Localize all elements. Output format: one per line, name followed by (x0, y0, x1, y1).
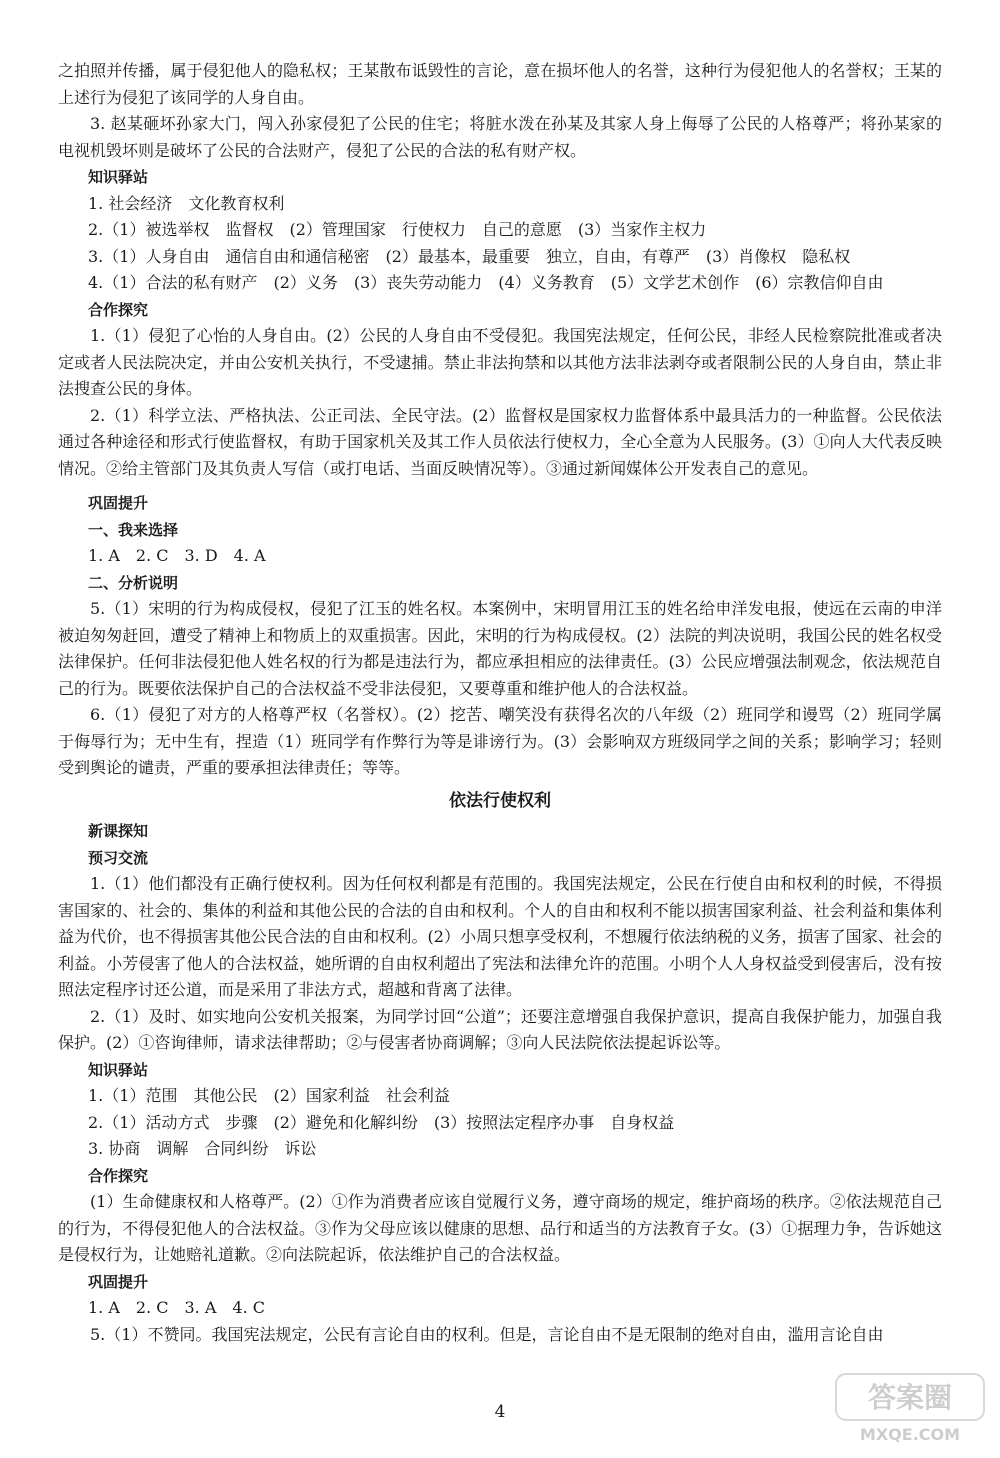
answer-line: 1. 社会经济 文化教育权利 (88, 193, 285, 213)
paragraph: 1.（1）他们都没有正确行使权利。因为任何权利都是有范围的。我国宪法规定，公民在行使自由和权利的时候，不得损害国家的、社会的、集体的利益和其他公民的合法的自由和权利。个人的自由和权利不能以损害国家利益、社会利益和集体利益为代价，也不得损害其他公民合法的自由和权利。(2）小周只想享受权利，不想履行依法纳税的义务，损害了国家、社会的利益。小芳侵害了他人的合法权益，她所谓的自由权利超出了宪法和法律允许的范围。小明个人人身权益受到侵害后，没有按照法定程序讨还公道，而是采用了非法方式，超越和背离了法律。 (58, 874, 942, 999)
section-heading: 巩固提升 (88, 1272, 149, 1291)
watermark-url: MXQE.COM (859, 1425, 961, 1444)
paragraph: 2.（1）及时、如实地向公安机关报案，为同学讨回“公道”；还要注意增强自我保护意识，提高自我保护能力，加强自我保护。(2）①咨询律师，请求法律帮助；②与侵害者协商调解；③向人民法院依法提起诉讼等。 (58, 1006, 942, 1052)
section-heading: 新课探知 (88, 822, 149, 840)
section-heading: 巩固提升 (88, 494, 149, 512)
paragraph: 5.（1）不赞同。我国宪法规定，公民有言论自由的权利。但是，言论自由不是无限制的绝对自由，滥用言论自由 (90, 1324, 884, 1344)
answer-line: 3.（1）人身自由 通信自由和通信秘密 (2）最基本，最重要 独立，自由，有尊严 (3）肖像权 隐私权 (88, 246, 851, 266)
section-heading: 知识驿站 (88, 168, 149, 186)
section-heading: 知识驿站 (88, 1060, 149, 1079)
paragraph: 6.（1）侵犯了对方的人格尊严权（名誉权）。(2）挖苦、嘲笑没有获得名次的八年级（2）班同学和谩骂（2）班同学属于侮辱行为；无中生有，捏造（1）班同学有作弊行为等是诽谤行为。(3）会影响双方班级同学之间的关系；影响学习；轻则受到舆论的谴责，严重的要承担法律责任；等等。 (58, 705, 942, 777)
answer-line: 2.（1）活动方式 步骤 (2）避免和化解纠纷 (3）按照法定程序办事 自身权益 (88, 1112, 675, 1132)
answer-line: 4.（1）合法的私有财产 (2）义务 (3）丧失劳动能力 (4）义务教育 (5）文学艺术创作 (6）宗教信仰自由 (88, 273, 884, 292)
section-heading: 合作探究 (88, 1166, 149, 1185)
watermark-logo (834, 1372, 986, 1446)
subsection-heading: 预习交流 (88, 848, 149, 867)
watermark-text: 答案圈 (867, 1381, 953, 1414)
page-number: 4 (494, 1402, 506, 1422)
paragraph: 3. 赵某砸坏孙家大门，闯入孙家侵犯了公民的住宅；将脏水泼在孙某及其家人身上侮辱了公民的人格尊严；将孙某家的电视机毁坏则是破坏了公民的合法财产，侵犯了公民的合法的私有财产权。 (58, 114, 942, 160)
answer-line: 2.（1）被选举权 监督权 (2）管理国家 行使权力 自己的意愿 (3）当家作主权力 (88, 220, 707, 239)
answer-line: 1. A 2. C 3. D 4. A (88, 546, 266, 565)
subsection-heading: 二、分析说明 (88, 573, 179, 592)
paragraph: 5.（1）宋明的行为构成侵权，侵犯了江玉的姓名权。本案例中，宋明冒用江玉的姓名给申洋发电报，使远在云南的申洋被迫匆匆赶回，遭受了精神上和物质上的双重损害。因此，宋明的行为构成侵权。(2）法院的判决说明，我国公民的姓名权受法律保护。任何非法侵犯他人姓名权的行为都是违法行为，都应承担相应的法律责任。(3）公民应增强法制观念，依法规范自己的行为。既要依法保护自己的合法权益不受非法侵犯，又要尊重和维护他人的合法权益。 (58, 599, 942, 698)
paragraph: 2.（1）科学立法、严格执法、公正司法、全民守法。(2）监督权是国家权力监督体系中最具活力的一种监督。公民依法通过各种途径和形式行使监督权，有助于国家机关及其工作人员依法行使权力，全心全意为人民服务。(3）①向人大代表反映情况。②给主管部门及其负责人写信（或打电话、当面反映情况等）。③通过新闻媒体公开发表自己的意见。 (58, 405, 942, 478)
subsection-heading: 一、我来选择 (88, 520, 179, 539)
answer-line: 1. A 2. C 3. A 4. C (88, 1298, 266, 1317)
answer-line: 1.（1）范围 其他公民 (2）国家利益 社会利益 (88, 1086, 450, 1105)
answer-line: 3. 协商 调解 合同纠纷 诉讼 (88, 1139, 317, 1158)
section-heading: 合作探究 (88, 300, 149, 319)
paragraph: 1.（1）侵犯了心怡的人身自由。(2）公民的人身自由不受侵犯。我国宪法规定，任何公民，非经人民检察院批准或者决定或者人民法院决定，并由公安机关执行，不受逮捕。禁止非法拘禁和以其他方法非法剥夺或者限制公民的人身自由，禁止非法搜查公民的身体。 (58, 326, 942, 398)
chapter-title: 依法行使权利 (449, 790, 551, 811)
paragraph: (1）生命健康权和人格尊严。(2）①作为消费者应该自觉履行义务，遵守商场的规定，维护商场的秩序。②依法规范自己的行为，不得侵犯他人的合法权益。③作为父母应该以健康的思想、品行和适当的方法教育子女。(3）①据理力争，告诉她这是侵权行为，让她赔礼道歉。②向法院起诉，依法维护自己的合法权益。 (58, 1192, 942, 1264)
paragraph: 之拍照并传播，属于侵犯他人的隐私权；王某散布诋毁性的言论，意在损坏他人的名誉，这种行为侵犯他人的名誉权；王某的上述行为侵犯了该同学的人身自由。 (58, 61, 942, 107)
page-content (58, 58, 942, 1348)
